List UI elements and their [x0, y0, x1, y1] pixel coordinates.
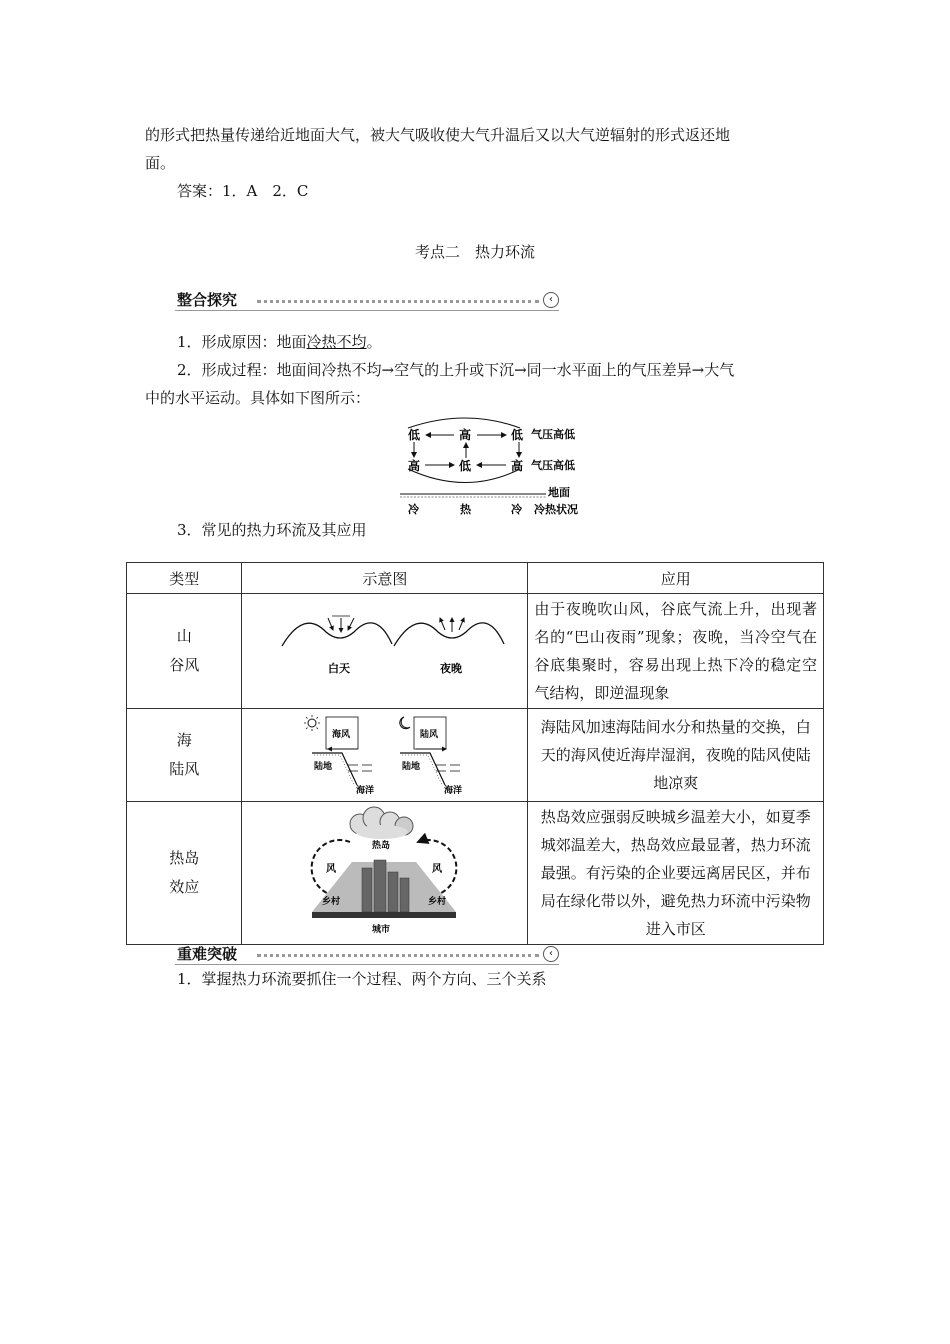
header-application: 应用	[528, 563, 824, 594]
heading-rule	[175, 310, 559, 311]
heading-integrate	[175, 289, 559, 311]
lower-mid-label: 低	[459, 459, 472, 473]
type-line-1: 热岛	[169, 849, 200, 867]
application-cell: 海陆风加速海陆间水分和热量的交换，白天的海风使近海岸湿润，夜晚的陆风使陆地凉爽	[528, 709, 824, 802]
sun-icon	[304, 715, 320, 731]
table-header-row	[127, 563, 824, 594]
land-label-day: 陆地	[314, 762, 333, 772]
item-3: 3．常见的热力环流及其应用	[177, 521, 367, 539]
type-cell	[127, 594, 242, 709]
lower-pressure-label: 气压高低	[531, 459, 575, 472]
lower-right-label: 高	[511, 459, 524, 473]
upper-pressure-label: 气压高低	[531, 428, 575, 441]
lower-left-label: 高	[408, 459, 421, 473]
heading-key-points-label: 重难突破	[177, 945, 238, 963]
heading-dots	[257, 954, 539, 957]
sea-land-diagram	[242, 709, 527, 797]
intro-line-1: 的形式把热量传递给近地面大气，被大气吸收使大气升温后又以大气逆辐射的形式返还地	[145, 126, 731, 144]
wind-label-left: 风	[326, 864, 337, 875]
rural-label-left: 乡村	[322, 897, 341, 907]
moon-icon	[400, 717, 410, 729]
heading-key-points	[175, 943, 559, 965]
intro-line-2: 面。	[145, 154, 176, 172]
upper-left-label: 低	[408, 428, 421, 442]
rural-label-right: 乡村	[428, 897, 447, 907]
diagram-cell	[242, 802, 528, 945]
type-line-2: 效应	[169, 878, 200, 896]
heading-rule	[175, 964, 559, 965]
land-breeze-label: 陆风	[420, 730, 439, 740]
diagram-cell	[242, 594, 528, 709]
header-diagram: 示意图	[242, 563, 528, 594]
item-2-line-2: 中的水平运动。具体如下图所示：	[145, 389, 371, 407]
item-1	[177, 331, 382, 352]
thermal-circulation-diagram	[398, 414, 593, 518]
type-cell	[127, 709, 242, 802]
night-label: 夜晚	[440, 662, 463, 675]
heat-island-label: 热岛	[372, 841, 391, 851]
table-row	[127, 802, 824, 945]
upper-arc	[408, 418, 520, 428]
application-cell: 由于夜晚吹山风，谷底气流上升，出现著名的“巴山夜雨”现象；夜晚，当冷空气在谷底集聚时，容易出现上热下冷的稳定空气结构，即逆温现象	[528, 594, 824, 709]
item-1-underlined: 冷热不均	[306, 333, 367, 351]
land-label-night: 陆地	[402, 762, 421, 772]
answer-line: 答案：1．A 2．C	[177, 182, 309, 200]
surface-status-label: 冷热状况	[534, 503, 578, 516]
sea-breeze-label: 海风	[332, 730, 351, 740]
surface-right-label: 冷	[511, 503, 522, 516]
type-line-2: 谷风	[169, 656, 200, 674]
type-line-1: 海	[176, 731, 192, 749]
sea-label-day: 海洋	[356, 786, 375, 796]
diagram-cell	[242, 709, 528, 802]
item-1-prefix: 1．形成原因：地面	[177, 333, 307, 351]
wind-label-right: 风	[432, 864, 443, 875]
type-cell	[127, 802, 242, 945]
chevron-left-icon: ‹	[543, 292, 559, 308]
surface-mid-label: 热	[460, 503, 471, 516]
heading-dots	[257, 300, 539, 303]
heat-island-diagram	[242, 802, 527, 940]
table-row	[127, 709, 824, 802]
ground-label: 地面	[548, 486, 570, 499]
type-line-1: 山	[176, 627, 192, 645]
heading-integrate-label: 整合探究	[177, 291, 238, 309]
day-label: 白天	[328, 662, 351, 675]
application-cell: 热岛效应强弱反映城乡温差大小，如夏季城郊温差大，热岛效应最显著，热力环流最强。有污染的企业要远离居民区，并布局在绿化带以外，避免热力环流中污染物进入市区	[528, 802, 824, 945]
sea-label-night: 海洋	[444, 786, 463, 796]
item-2-line-1: 2．形成过程：地面间冷热不均→空气的上升或下沉→同一水平面上的气压差异→大气	[177, 361, 735, 379]
key-item-1: 1．掌握热力环流要抓住一个过程、两个方向、三个关系	[177, 970, 547, 988]
cloud-icon	[350, 807, 413, 839]
circulation-table	[126, 562, 824, 945]
chevron-left-icon: ‹	[543, 946, 559, 962]
surface-left-label: 冷	[408, 503, 419, 516]
city-label: 城市	[372, 925, 391, 935]
table-row	[127, 594, 824, 709]
mountain-valley-diagram	[242, 594, 527, 704]
upper-mid-label: 高	[459, 428, 472, 442]
header-type: 类型	[127, 563, 242, 594]
type-line-2: 陆风	[169, 760, 200, 778]
item-1-suffix: 。	[366, 333, 382, 351]
section-title: 考点二 热力环流	[414, 243, 535, 261]
upper-right-label: 低	[511, 428, 524, 442]
